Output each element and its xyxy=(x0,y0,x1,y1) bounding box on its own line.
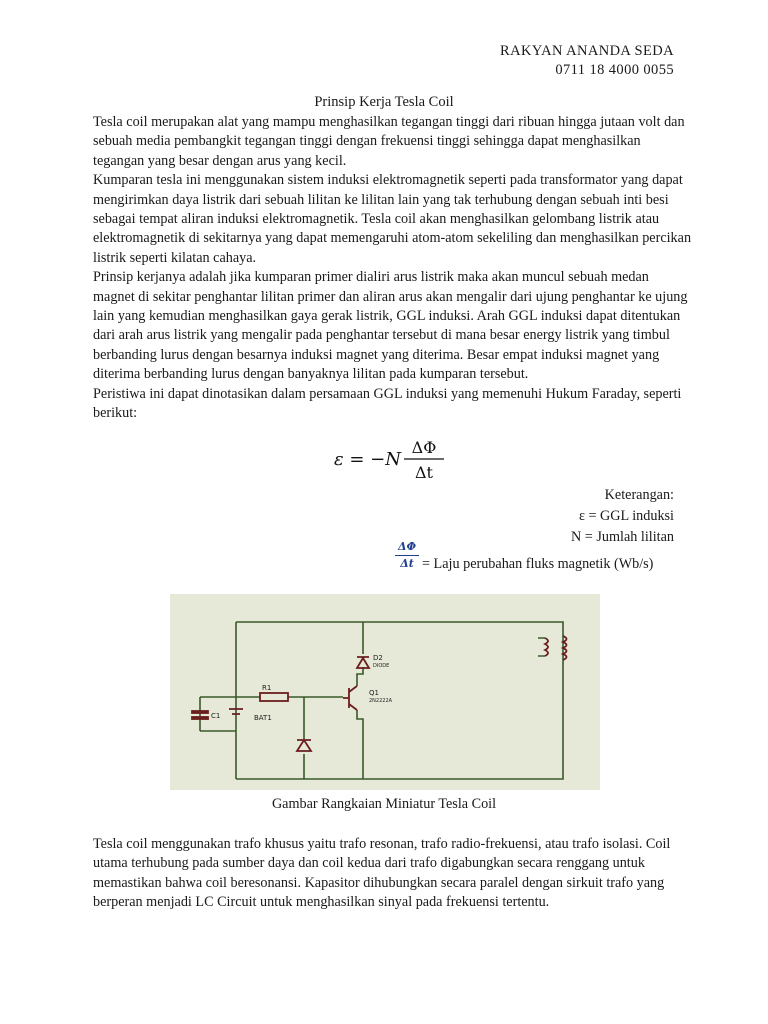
legend-flux-rate: = Laju perubahan fluks magnetik (Wb/s) xyxy=(422,556,654,572)
paragraph-closing: Tesla coil menggunakan trafo khusus yaitu trafo resonan, trafo radio-frekuensi, atau trafo isolasi. Coil utama terhubung pada sumber daya dan coil kedua dari trafo digabungkan secara renggang untuk memastikan bahwa coil beresonansi. Kapasitor dihubungkan secara paralel dengan sirkuit trafo yang berperan menjadi LC Circuit untuk menghasilkan sinyal pada frekuensi tertentu. xyxy=(93,836,671,911)
primary-coil-turns xyxy=(545,638,548,656)
label-q1-part: 2N2222A xyxy=(369,698,393,704)
legend-heading: Keterangan: xyxy=(604,487,674,503)
paragraph-3: Prinsip kerjanya adalah jika kumparan primer dialiri arus listrik maka akan muncul sebuah medan magnet di sekitar penghantar lilitan primer dan aliran arus akan mengalir dari ujung penghantar ke ujung lain yang kemudian menghasilkan gaya gerak listrik, GGL induksi. Arah GGL induksi dapat ditentukan dari arah arus listrik yang mengalir pada penghantar tersebut di mana besar energy listrik yang timbul berbanding lurus dengan besarnya induksi magnet yang diterima. Besar empat induksi magnet yang diterima berbanding lurus dengan banyaknya lilitan pada kumparan tersebut. xyxy=(93,269,688,383)
author-block xyxy=(500,42,674,80)
legend-turns: N = Jumlah lilitan xyxy=(571,529,674,545)
zener-diode xyxy=(297,740,311,751)
diode-d2 xyxy=(357,657,369,668)
wire-primary-coil xyxy=(538,638,545,656)
resistor-r1 xyxy=(260,693,288,701)
circuit-figure xyxy=(170,594,600,790)
legend-flux-row xyxy=(395,540,680,574)
paragraph-4: Peristiwa ini dapat dinotasikan dalam persamaan GGL induksi yang memenuhi Hukum Faraday, seperti berikut: xyxy=(93,385,682,422)
flux-denominator: Δt xyxy=(400,557,414,570)
capacitor-c1-plate-b xyxy=(192,717,208,719)
transistor-q1 xyxy=(343,686,357,710)
flux-fraction-bar xyxy=(395,555,419,556)
formula-numerator: ΔΦ xyxy=(411,438,437,457)
faraday-formula xyxy=(330,434,470,484)
formula-denominator: Δt xyxy=(415,463,433,482)
label-q1: Q1 xyxy=(369,689,379,697)
label-r1: R1 xyxy=(262,684,272,692)
label-d2-part: DIODE xyxy=(373,663,390,669)
capacitor-c1-plate-a xyxy=(192,711,208,713)
label-bat1: BAT1 xyxy=(254,714,272,722)
body-text-closing xyxy=(93,835,693,913)
paragraph-1: Tesla coil merupakan alat yang mampu menghasilkan tegangan tinggi dari ribuan hingga jutaan volt dan sebuah media pembangkit tegangan tinggi dengan frekuensi tinggi sehingga dapat menghasilkan tegangan yang besar dengan arus yang kecil. xyxy=(93,114,685,169)
wire-emitter xyxy=(357,710,363,779)
body-text-intro xyxy=(93,113,693,424)
wire-bottom xyxy=(236,662,563,779)
wire-collector xyxy=(357,667,363,686)
circuit-diagram xyxy=(170,594,600,790)
label-c1: C1 xyxy=(211,712,221,720)
label-d2: D2 xyxy=(373,654,383,662)
author-name: RAKYAN ANANDA SEDA xyxy=(500,43,674,59)
formula-lhs: ε = −N xyxy=(334,449,402,470)
document-title: Prinsip Kerja Tesla Coil xyxy=(314,94,454,110)
legend-emf: ε = GGL induksi xyxy=(578,508,674,524)
circuit-labels xyxy=(211,654,393,722)
flux-numerator: ΔΦ xyxy=(397,540,417,553)
author-id: 0711 18 4000 0055 xyxy=(555,62,674,78)
flux-rate-fraction xyxy=(395,540,419,571)
wire-top-loop xyxy=(236,622,563,632)
paragraph-2: Kumparan tesla ini menggunakan sistem induksi elektromagnetik seperti pada transformator yang dapat mengirimkan daya listrik dari sebuah lilitan ke lilitan lain yang tak terhubung dengan sebuah inti besi sebagai tempat aliran induksi elektromagnetik. Tesla coil akan menghasilkan gelombang listrik atau elektromagnetik di sekitarnya yang dapat memengaruhi atom-atom sekeliling dan menghasilkan percikan listrik seperti kilatan cahaya. xyxy=(93,172,692,266)
legend-block xyxy=(571,485,674,548)
figure-caption: Gambar Rangkaian Miniatur Tesla Coil xyxy=(271,796,497,812)
